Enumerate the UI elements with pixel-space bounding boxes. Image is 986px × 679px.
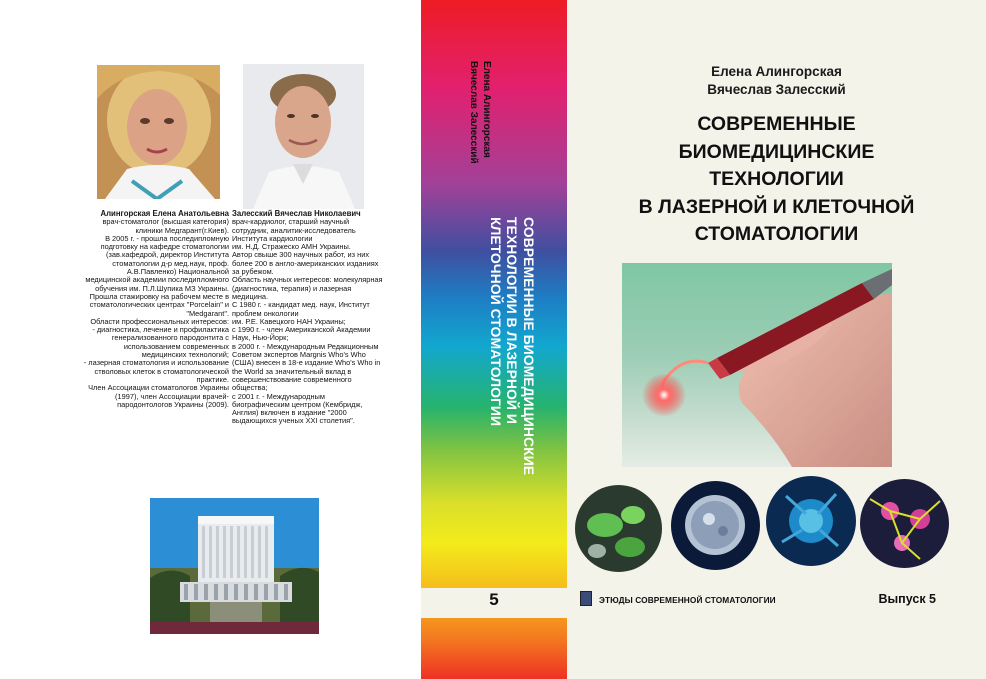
author1-photo (97, 65, 220, 199)
bio-line: the World за значительный вклад в (232, 366, 352, 376)
spine-title-line: ТЕХНОЛОГИИ В ЛАЗЕРНОЙ И (504, 217, 521, 424)
bio-line: Наук, Нью-Йорк; (232, 333, 289, 343)
title-line: ТЕХНОЛОГИИ (709, 168, 844, 190)
bio-line: (США) внесен в 18-е издание Who's Who in (232, 358, 381, 368)
bio-line: практике. (196, 374, 229, 384)
bio-line: врач-стоматолог (высшая категория) (102, 217, 229, 227)
bio-line: В 2005 г. - прошла последипломную (105, 233, 229, 243)
author1-portrait-image (97, 65, 220, 199)
bio-line: им. Р.Е. Кавецкого НАН Украины; (232, 316, 346, 326)
bio-line: Области профессиональных интересов: (90, 316, 229, 326)
cell-image-blue (766, 476, 856, 566)
series-bar (580, 588, 976, 618)
bio-line: клиники Медгарант(г.Киев). (135, 225, 229, 235)
bio-line: проблем онкологии (232, 308, 299, 318)
building-image (150, 498, 319, 634)
bio-line: Член Ассоциации стоматологов Украины (88, 383, 229, 393)
bio-line: стволовых клеток в стоматологической (94, 366, 229, 376)
author1-biography (58, 210, 229, 409)
front-authors (567, 63, 986, 99)
bio-line: медицинской академии последипломного (85, 275, 229, 285)
author1-name: Алингорская Елена Анатольевна (100, 209, 229, 218)
green-cells-image (575, 485, 662, 572)
bio-line: обучения им. П.Л.Шупика МЗ Украины. (95, 283, 229, 293)
bio-line: в 2000 г. - Международным Редакционным (232, 341, 379, 351)
author2-name: Залесский Вячеслав Николаевич (232, 209, 361, 218)
bio-line: биографическим центром (Кембридж, (232, 399, 363, 409)
bio-line: - лазерная стоматология и использование (83, 358, 229, 368)
author2-biography (232, 210, 404, 426)
spine-author-1: Елена Алингорская (481, 61, 492, 158)
title-line: СТОМАТОЛОГИИ (694, 223, 859, 245)
laser-pen-illustration (622, 263, 892, 467)
front-cover (567, 0, 986, 679)
tooth-logo-icon (580, 591, 592, 606)
bio-line: врач-кардиолог, старший научный (232, 217, 350, 227)
bio-line: более 200 в англо-американских изданиях (232, 258, 379, 268)
series-name: ЭТЮДЫ СОВРЕМЕННОЙ СТОМАТОЛОГИИ (599, 595, 776, 605)
bio-line: медицинских технологий; (141, 350, 229, 360)
cell-image-stem (860, 479, 949, 568)
bio-line: за рубежом. (232, 267, 274, 277)
title-line: СОВРЕМЕННЫЕ (697, 113, 856, 135)
spine-title-line: СОВРЕМЕННЫЕ БИОМЕДИЦИНСКИЕ (521, 217, 537, 476)
bio-line: с 1990 г. - член Американской Академии (232, 325, 371, 335)
bio-line: стоматологических центрах "Porcelain" и (89, 300, 229, 310)
cell-image-green (575, 485, 662, 572)
bio-line: (диагностика, терапия) и лазерная (232, 283, 352, 293)
bio-line: (зав.кафедрой, директор Института (106, 250, 229, 260)
spherical-cell-image (671, 481, 760, 570)
bio-line: "Medgarant". (186, 308, 229, 318)
spine-title (471, 217, 537, 507)
stem-cells-image (860, 479, 949, 568)
author2-portrait-image (243, 64, 364, 209)
bio-line: медицина. (232, 291, 269, 301)
cell-images-row (575, 476, 945, 572)
bio-line: подготовку на кафедре стоматологии (100, 242, 229, 252)
bio-line: пародонтологов Украины (2009). (117, 399, 229, 409)
book-title (567, 111, 986, 249)
front-author-2: Вячеслав Залесский (707, 82, 846, 97)
bio-line: А.В.Павленко) Национальной (126, 267, 229, 277)
title-line: В ЛАЗЕРНОЙ И КЛЕТОЧНОЙ (638, 195, 915, 218)
spine-title-line: КЛЕТОЧНОЙ СТОМАТОЛОГИИ (488, 217, 504, 427)
blue-cell-image (766, 476, 856, 566)
bio-line: С 1980 г. - кандидат мед. наук, Институт (232, 300, 370, 310)
issue-number: Выпуск 5 (878, 592, 936, 606)
bio-line: совершенствование современного (232, 374, 352, 384)
front-author-1: Елена Алингорская (711, 64, 842, 79)
laser-hand-image (622, 263, 892, 467)
bio-line: Советом экспертов Margnis Who's Who (232, 350, 366, 360)
building-photo (150, 498, 319, 634)
bio-line: Прошла стажировку на рабочем месте в (89, 291, 229, 301)
bio-line: - диагностика, лечение и профилактика (92, 325, 229, 335)
bio-line: (1997), член Ассоциации врачей- (115, 391, 229, 401)
spine-author-2: Вячеслав Залесский (468, 61, 479, 164)
bio-line: с 2001 г. - Международным (232, 391, 325, 401)
author2-photo (243, 64, 364, 209)
bio-line: Автор свыше 300 научных работ, из них (232, 250, 370, 260)
back-cover (0, 0, 421, 679)
bio-line: стоматологии д-р мед.наук, проф. (112, 258, 229, 268)
cell-image-spherical (671, 481, 760, 570)
title-line: БИОМЕДИЦИНСКИЕ (678, 140, 875, 163)
spine-volume-number: 5 (489, 590, 499, 609)
bio-line: сотрудник, аналитик-исследователь (232, 225, 356, 235)
bio-line: Англия) включен в издание "2000 (232, 408, 347, 418)
bio-line: генерализованного пародонтита с (111, 333, 229, 343)
bio-line: выдающихся ученых XXI столетия". (232, 416, 355, 426)
bio-line: общества; (232, 383, 268, 393)
bio-line: Института кардиологии (232, 233, 313, 243)
bio-line: использованием современных (123, 341, 229, 351)
bio-line: Область научных интересов: молекулярная (232, 275, 383, 285)
bio-line: им. Н.Д. Стражеско АМН Украины. (232, 242, 351, 252)
